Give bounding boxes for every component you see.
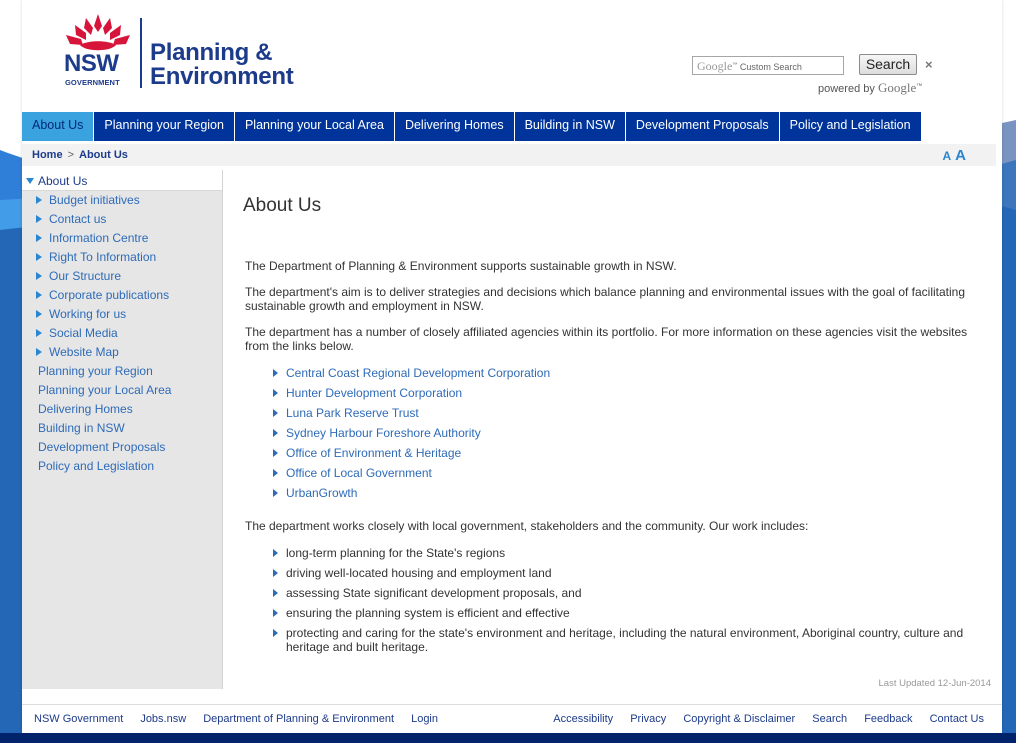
- agency-link[interactable]: [273, 386, 550, 400]
- breadcrumb-separator: >: [67, 149, 74, 161]
- sidebar-item-label: Contact us: [49, 212, 107, 226]
- caret-right-icon: [36, 348, 42, 356]
- sidebar-item-label: Right To Information: [49, 250, 157, 264]
- header: [22, 0, 1002, 112]
- text-size-small-button[interactable]: A: [942, 149, 952, 163]
- text-size-controls: [942, 147, 966, 164]
- aim-paragraph: The department's aim is to deliver strategies and decisions which balance planning and environmental issues with the goal of facilitating sustainable growth and employment in NSW.: [245, 285, 966, 313]
- sidebar-item-about-us[interactable]: [22, 170, 222, 191]
- bullet-arrow-icon: [273, 629, 278, 637]
- agency-link[interactable]: [273, 406, 550, 420]
- page-title: About Us: [243, 195, 322, 216]
- sidebar-item-label: Our Structure: [49, 269, 122, 283]
- google-watermark: Google: [697, 59, 733, 73]
- intro-paragraph: The Department of Planning & Environment supports sustainable growth in NSW.: [245, 259, 677, 273]
- sidebar-item-information-centre[interactable]: [22, 229, 222, 248]
- nsw-logo[interactable]: [62, 12, 312, 92]
- search-input[interactable]: Google™ Custom Search: [692, 56, 844, 75]
- sidebar-item-planning-your-local-area[interactable]: Planning your Local Area: [38, 383, 172, 397]
- bullet-arrow-icon: [273, 429, 278, 437]
- list-item-text: protecting and caring for the state's environment and heritage, including the natural environment, Aboriginal country, culture and heritage and built heritage.: [286, 626, 964, 654]
- sidebar: [22, 170, 223, 689]
- footer-link-feedback[interactable]: Feedback: [864, 713, 913, 725]
- footer-link-copyright[interactable]: Copyright & Disclaimer: [683, 713, 796, 725]
- footer: [22, 704, 1002, 732]
- list-item-text: ensuring the planning system is efficient and effective: [286, 606, 570, 620]
- breadcrumb-home[interactable]: Home: [32, 149, 63, 161]
- sidebar-item-label: Budget initiatives: [49, 193, 140, 207]
- search-placeholder: Custom Search: [739, 62, 802, 72]
- sidebar-item-social-media[interactable]: [22, 324, 222, 343]
- sidebar-item-development-proposals[interactable]: Development Proposals: [38, 440, 166, 454]
- bottom-bar: [0, 733, 1016, 743]
- agency-links: [273, 366, 550, 506]
- sidebar-item-website-map[interactable]: [22, 343, 222, 362]
- caret-right-icon: [36, 329, 42, 337]
- list-item: [273, 586, 973, 600]
- last-updated: Last Updated 12-Jun-2014: [878, 678, 991, 689]
- caret-right-icon: [36, 196, 42, 204]
- sidebar-item-building-in-nsw[interactable]: Building in NSW: [38, 421, 125, 435]
- logo-divider: [140, 18, 142, 88]
- caret-down-icon: [26, 178, 34, 184]
- caret-right-icon: [36, 253, 42, 261]
- agency-link-label: Office of Environment & Heritage: [286, 446, 462, 460]
- sidebar-item-budget-initiatives[interactable]: [22, 191, 222, 210]
- text-size-large-button[interactable]: A: [955, 147, 966, 164]
- sidebar-item-right-to-information[interactable]: [22, 248, 222, 267]
- list-item: [273, 606, 973, 620]
- agency-link[interactable]: [273, 466, 550, 480]
- search-button[interactable]: Search: [859, 54, 917, 75]
- agency-link-label: Central Coast Regional Development Corporation: [286, 366, 551, 380]
- nsw-wordmark: NSW: [64, 50, 119, 77]
- agency-link[interactable]: [273, 486, 550, 500]
- breadcrumb: [32, 149, 128, 161]
- caret-right-icon: [36, 272, 42, 280]
- footer-link-department[interactable]: Department of Planning & Environment: [203, 713, 395, 725]
- agencies-paragraph: The department has a number of closely affiliated agencies within its portfolio. For more information on these agencies visit the websites from the links below.: [245, 325, 968, 353]
- sidebar-item-label: Social Media: [49, 326, 118, 340]
- sidebar-item-label: Working for us: [49, 307, 127, 321]
- sidebar-item-label: Information Centre: [49, 231, 149, 245]
- agency-link[interactable]: [273, 366, 550, 380]
- waratah-icon: [62, 12, 134, 54]
- list-item-text: driving well-located housing and employment land: [286, 566, 552, 580]
- agency-link-label: Hunter Development Corporation: [286, 386, 463, 400]
- dept-name-line1: Planning &: [150, 39, 273, 66]
- agency-link[interactable]: [273, 426, 550, 440]
- sidebar-item-label: Corporate publications: [49, 288, 170, 302]
- bullet-arrow-icon: [273, 609, 278, 617]
- dept-name-line2: Environment: [150, 63, 294, 90]
- footer-link-nsw-government[interactable]: NSW Government: [34, 713, 124, 725]
- agency-link-label: Luna Park Reserve Trust: [286, 406, 419, 420]
- sidebar-item-planning-your-region[interactable]: Planning your Region: [38, 364, 153, 378]
- agency-link-label: Sydney Harbour Foreshore Authority: [286, 426, 481, 440]
- list-item: [273, 626, 973, 654]
- footer-left-links: [34, 713, 452, 725]
- nav-planning-your-local-area[interactable]: Planning your Local Area: [235, 112, 395, 141]
- work-paragraph: The department works closely with local government, stakeholders and the community. Our work includes:: [245, 519, 809, 533]
- bullet-arrow-icon: [273, 369, 278, 377]
- caret-right-icon: [36, 291, 42, 299]
- bullet-arrow-icon: [273, 589, 278, 597]
- bullet-arrow-icon: [273, 449, 278, 457]
- sidebar-item-delivering-homes[interactable]: Delivering Homes: [38, 402, 133, 416]
- bullet-arrow-icon: [273, 489, 278, 497]
- sidebar-item-working-for-us[interactable]: [22, 305, 222, 324]
- sidebar-item-label: About Us: [38, 174, 88, 188]
- nav-building-in-nsw[interactable]: Building in NSW: [515, 112, 626, 141]
- nav-policy-and-legislation[interactable]: Policy and Legislation: [780, 112, 922, 141]
- footer-link-accessibility[interactable]: Accessibility: [553, 713, 614, 725]
- sidebar-item-our-structure[interactable]: [22, 267, 222, 286]
- nav-about-us[interactable]: About Us: [22, 112, 94, 141]
- list-item-text: assessing State significant development proposals, and: [286, 586, 582, 600]
- nav-delivering-homes[interactable]: Delivering Homes: [395, 112, 515, 141]
- caret-right-icon: [36, 215, 42, 223]
- bullet-arrow-icon: [273, 469, 278, 477]
- agency-link-label: UrbanGrowth: [286, 486, 358, 500]
- sidebar-item-label: Website Map: [49, 345, 119, 359]
- work-list: [273, 546, 973, 660]
- powered-by-google: powered by Google™: [818, 80, 923, 95]
- sidebar-item-contact-us[interactable]: [22, 210, 222, 229]
- footer-right-links: [539, 713, 984, 725]
- clear-search-icon[interactable]: ×: [925, 57, 933, 72]
- page: [22, 0, 1002, 743]
- powered-by-text: powered by: [818, 83, 875, 95]
- bullet-arrow-icon: [273, 569, 278, 577]
- government-wordmark: GOVERNMENT: [65, 78, 120, 87]
- bullet-arrow-icon: [273, 549, 278, 557]
- main-content: [243, 170, 999, 690]
- agency-link[interactable]: [273, 446, 550, 460]
- list-item: [273, 546, 973, 560]
- footer-link-contact-us[interactable]: Contact Us: [929, 713, 984, 725]
- breadcrumb-current[interactable]: About Us: [79, 149, 128, 161]
- footer-link-login[interactable]: Login: [411, 713, 438, 725]
- caret-right-icon: [36, 310, 42, 318]
- sidebar-item-corporate-publications[interactable]: [22, 286, 222, 305]
- agency-link-label: Office of Local Government: [286, 466, 432, 480]
- list-item: [273, 566, 973, 580]
- caret-right-icon: [36, 234, 42, 242]
- list-item-text: long-term planning for the State's regions: [286, 546, 506, 560]
- footer-link-privacy[interactable]: Privacy: [630, 713, 667, 725]
- footer-link-search[interactable]: Search: [812, 713, 848, 725]
- footer-link-jobs-nsw[interactable]: Jobs.nsw: [140, 713, 187, 725]
- nav-development-proposals[interactable]: Development Proposals: [626, 112, 780, 141]
- main-nav: [22, 112, 922, 141]
- sidebar-item-policy-and-legislation[interactable]: Policy and Legislation: [38, 459, 155, 473]
- google-logo: Google: [877, 80, 917, 95]
- breadcrumb-bar: [22, 144, 996, 166]
- bullet-arrow-icon: [273, 389, 278, 397]
- nav-planning-your-region[interactable]: Planning your Region: [94, 112, 235, 141]
- bullet-arrow-icon: [273, 409, 278, 417]
